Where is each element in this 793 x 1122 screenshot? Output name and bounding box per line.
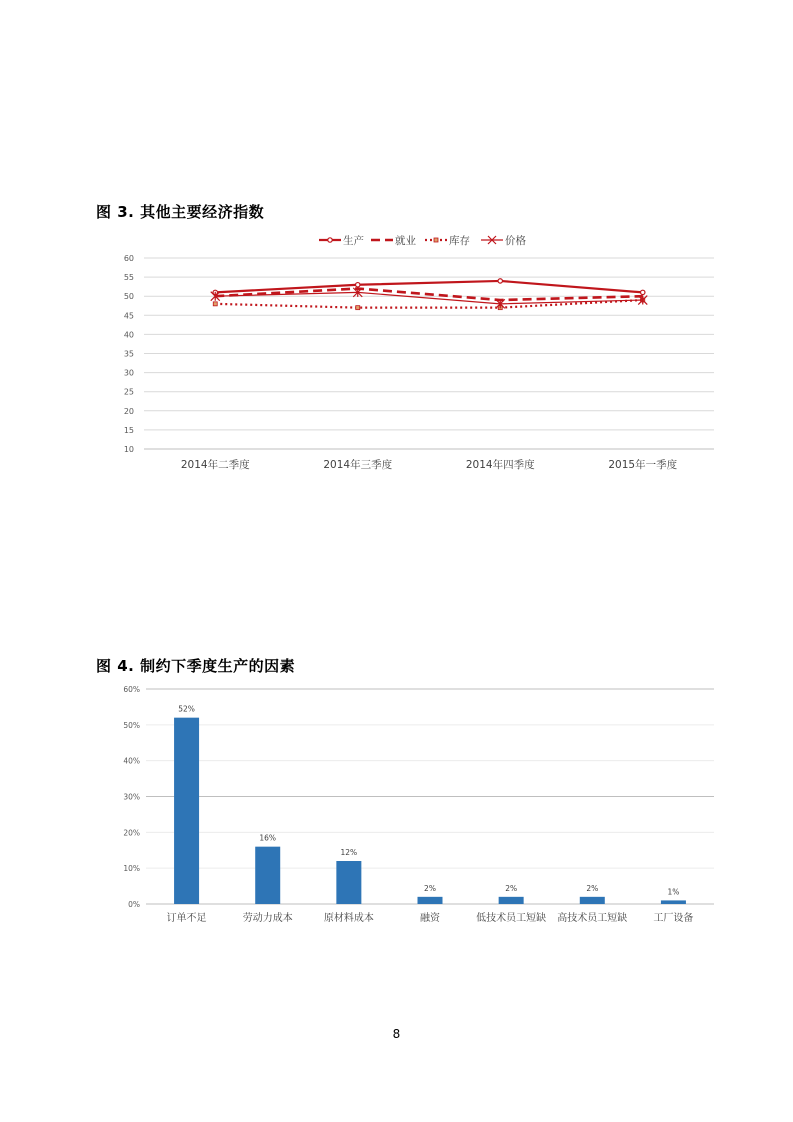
data-label: 52%: [178, 704, 195, 714]
y-tick-label: 30%: [123, 792, 140, 802]
x-tick-label: 订单不足: [166, 913, 207, 924]
y-tick-label: 0%: [128, 900, 140, 909]
y-tick-label: 30: [123, 368, 134, 378]
bar: [418, 897, 443, 904]
data-label: 1%: [667, 887, 680, 897]
data-label: 2%: [505, 883, 518, 893]
data-label: 12%: [340, 848, 358, 857]
bar: [174, 718, 199, 904]
y-tick-label: 50: [123, 292, 134, 302]
y-tick-label: 50%: [123, 720, 140, 730]
data-label: 2%: [424, 883, 436, 893]
legend-label: 生产: [343, 235, 364, 247]
y-tick-label: 10%: [123, 864, 140, 874]
y-tick-label: 15: [123, 425, 134, 435]
y-tick-label: 40%: [123, 756, 140, 766]
x-tick-label: 2015年一季度: [608, 459, 678, 471]
y-tick-label: 55: [123, 273, 134, 283]
y-tick-label: 40: [123, 330, 134, 340]
x-tick-label: 高技术员工短缺: [557, 913, 628, 924]
x-tick-label: 2014年三季度: [323, 459, 393, 471]
bar: [661, 900, 686, 904]
y-tick-label: 20%: [123, 828, 140, 838]
x-tick-label: 原材料成本: [323, 913, 374, 924]
y-tick-label: 60: [123, 254, 134, 263]
legend-label: 价格: [505, 235, 526, 247]
bar: [499, 897, 524, 904]
figure-4-title: 图 4. 制约下季度生产的因素: [96, 657, 296, 675]
legend-label: 就业: [395, 235, 416, 247]
page-number: 8: [392, 1027, 401, 1041]
bar: [336, 861, 361, 904]
y-tick-label: 20: [123, 406, 134, 416]
y-tick-label: 60%: [123, 685, 140, 694]
x-tick-label: 融资: [420, 913, 440, 924]
x-tick-label: 劳动力成本: [242, 913, 293, 924]
data-label: 2%: [586, 883, 599, 893]
y-tick-label: 35: [123, 349, 134, 359]
figure-3-title: 图 3. 其他主要经济指数: [96, 203, 265, 221]
bar: [580, 897, 605, 904]
x-tick-label: 工厂设备: [653, 913, 694, 924]
y-tick-label: 45: [123, 311, 134, 321]
x-tick-label: 低技术员工短缺: [476, 913, 547, 924]
data-label: 16%: [259, 833, 277, 843]
x-tick-label: 2014年四季度: [465, 459, 535, 471]
legend-label: 库存: [449, 235, 470, 247]
y-tick-label: 25: [123, 387, 134, 397]
y-tick-label: 10: [123, 445, 134, 454]
bar: [255, 847, 280, 904]
x-tick-label: 2014年二季度: [180, 459, 250, 471]
